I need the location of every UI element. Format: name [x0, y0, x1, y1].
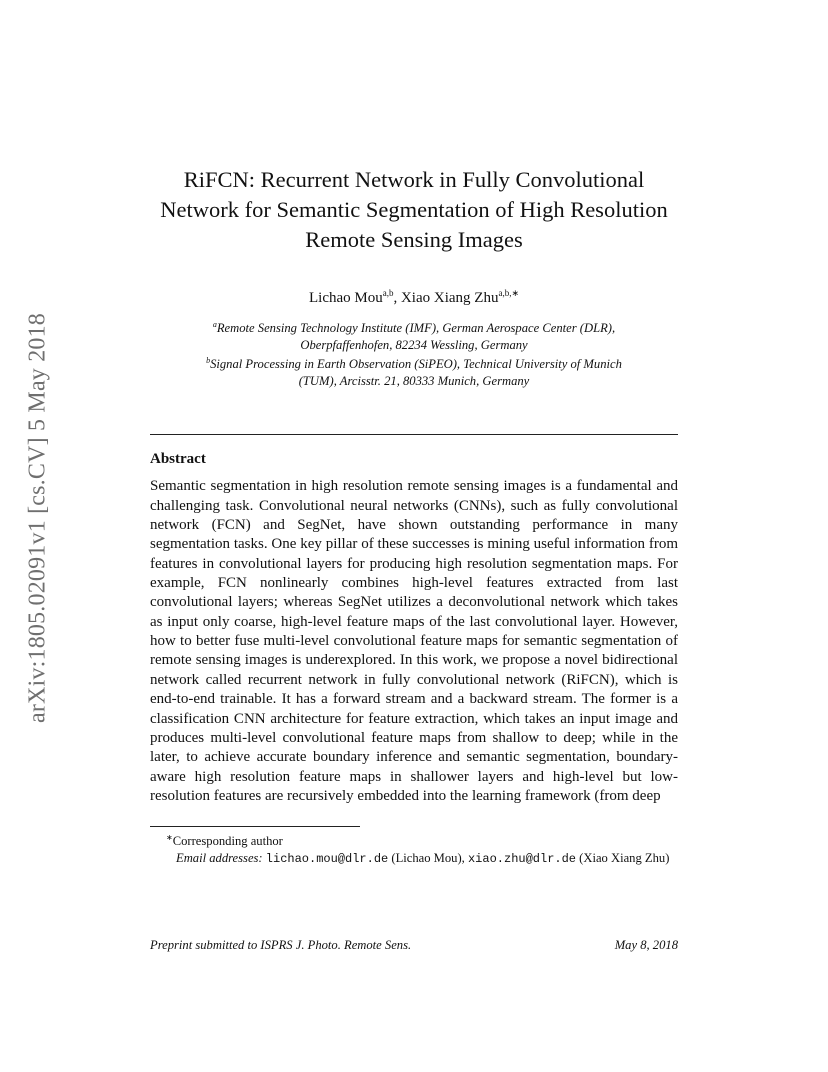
- title-line-2: Network for Semantic Segmentation of High Resolution: [160, 197, 668, 222]
- preprint-date: May 8, 2018: [614, 938, 678, 952]
- email-link-mou[interactable]: lichao.mou@dlr.de: [265, 851, 389, 866]
- affiliation-a-line-2: Oberpfaffenhofen, 82234 Wessling, Germany: [300, 337, 528, 352]
- email-link-zhu[interactable]: xiao.zhu@dlr.de: [467, 851, 577, 866]
- title-line-1: RiFCN: Recurrent Network in Fully Convolutional: [183, 167, 645, 192]
- author-1-affil: a,b: [382, 288, 394, 298]
- affiliations: [150, 317, 678, 389]
- arxiv-stamp: [18, 285, 58, 750]
- affiliation-b-mark: b: [206, 356, 211, 366]
- author-2-affil: a,b,∗: [498, 288, 519, 298]
- footnote-corresponding-text: Corresponding author: [172, 834, 283, 849]
- arxiv-stamp-text: arXiv:1805.02091v1 [cs.CV] 5 May 2018: [24, 312, 51, 723]
- title-line-3: Remote Sensing Images: [305, 227, 523, 252]
- abstract-heading: Abstract: [150, 451, 206, 468]
- abstract-divider: [150, 434, 678, 435]
- email-owner-mou: (Lichao Mou),: [391, 850, 465, 865]
- affiliation-a-line-1: [150, 317, 678, 337]
- email-label: Email addresses:: [176, 850, 263, 865]
- footnote-emails: [150, 850, 678, 868]
- preprint-footer: [150, 938, 678, 953]
- footnote-mark: ∗: [166, 833, 173, 843]
- author-1-name: Lichao Mou: [308, 290, 383, 306]
- affiliation-a-mark: a: [212, 320, 217, 329]
- affiliation-b-text-1: Signal Processing in Earth Observation (SiPEO), Technical University of Munich: [210, 357, 622, 372]
- author-separator: ,: [393, 290, 401, 306]
- footnote-divider: [150, 826, 360, 827]
- affiliation-a-text-1: Remote Sensing Technology Institute (IMF), German Aerospace Center (DLR),: [216, 321, 616, 336]
- affiliation-b-line-1: [150, 353, 678, 373]
- author-list: [150, 288, 678, 307]
- footnote: [150, 830, 678, 867]
- author-2-name: Xiao Xiang Zhu: [400, 290, 499, 306]
- abstract-body: Semantic segmentation in high resolution remote sensing images is a fundamental and challenging task. Convolutional neural networks (CNNs), such as fully convolutional network (FCN) and SegNet, have shown outstanding performance in many segmentation tasks. One key pillar of these successes is mining useful information from features in convolutional layers for producing high resolution segmentation maps. For example, FCN nonlinearly combines high-level features extracted from last convolutional layers; whereas SegNet utilizes a deconvolutional network which takes as input only coarse, high-level feature maps of the last convolutional layer. However, how to better fuse multi-level convolutional feature maps for semantic segmentation of remote sensing images is underexplored. In this work, we propose a novel bidirectional network called recurrent network in fully convolutional network (RiFCN), which is end-to-end trainable. It has a forward stream and a backward stream. The former is a classification CNN architecture for feature extraction, which takes an input image and produces multi-level convolutional feature maps from shallow to deep; while in the later, to achieve accurate boundary inference and semantic segmentation, boundary-aware high resolution feature maps in shallower layers and high-level but low-resolution features are recursively embedded into the learning framework (from deep: [150, 478, 678, 804]
- affiliation-b-line-2: (TUM), Arcisstr. 21, 80333 Munich, Germany: [298, 373, 530, 388]
- paper-page: [150, 165, 678, 867]
- paper-title: [150, 165, 678, 255]
- preprint-venue: Preprint submitted to ISPRS J. Photo. Remote Sens.: [150, 938, 412, 952]
- email-owner-zhu: (Xiao Xiang Zhu): [579, 850, 670, 865]
- footnote-corresponding: [150, 830, 678, 850]
